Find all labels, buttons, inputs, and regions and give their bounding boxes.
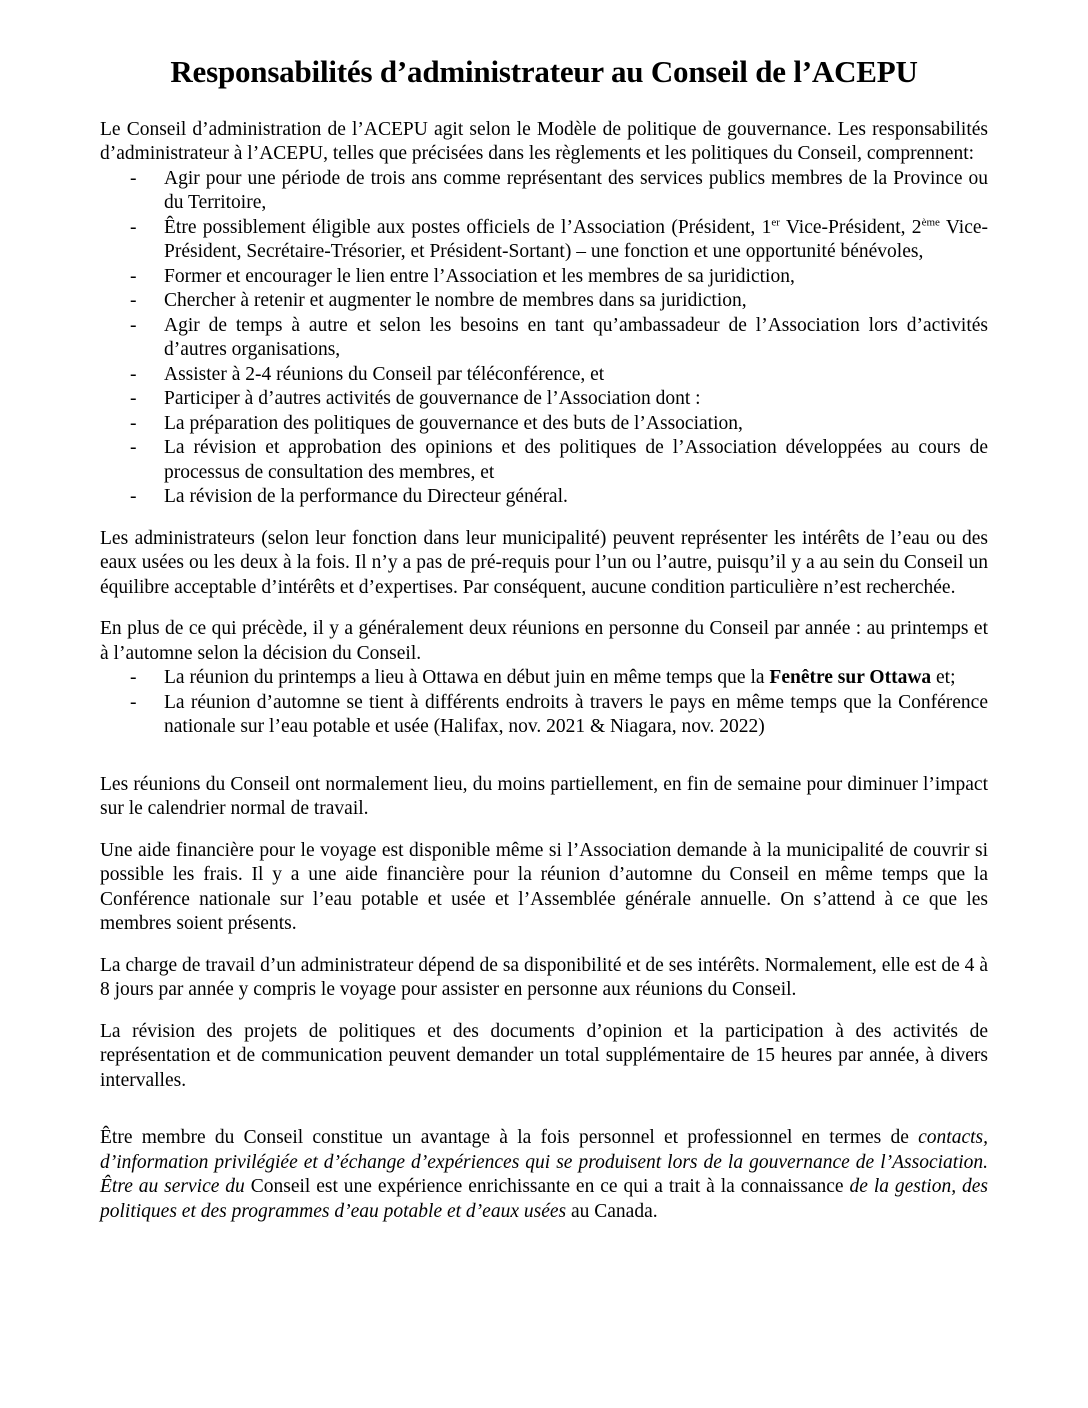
closing-text: Conseil est une expérience enrichissante en ce qui a trait à la connaissance <box>244 1176 850 1198</box>
bold-text: Fenêtre sur Ottawa <box>769 667 932 689</box>
italic-text: de la gestion, des politiques et des programmes d’eau potable et d’eaux usées <box>100 1176 989 1222</box>
list-item-text: Chercher à retenir et augmenter le nombre de membres dans sa juridiction, <box>164 290 747 312</box>
dash-bullet: - <box>130 691 137 713</box>
list-item <box>100 314 988 363</box>
interests-paragraph: Les administrateurs (selon leur fonction dans leur municipalité) peuvent représenter les intérêts de l’eau ou des eaux usées ou les deux à la fois. Il n’y a pas de pré-requis pour l’un ou l’autre, puisqu’il y a au sein du Conseil un équilibre acceptable d’intérêts et d’expertises. Par conséquent, aucune condition particulière n’est recherchée. <box>100 527 988 598</box>
dash-bullet: - <box>130 363 137 385</box>
intro-paragraph: Le Conseil d’administration de l’ACEPU agit selon le Modèle de politique de gouvernance. Les responsabilités d’administrateur à l’ACEPU, telles que précisées dans les règlements et les politiques du Conseil, comprennent: <box>100 118 988 165</box>
list-item <box>100 167 988 216</box>
list-item <box>100 216 988 265</box>
closing-paragraph <box>100 1126 988 1224</box>
dash-bullet: - <box>130 486 137 508</box>
list-item <box>100 289 988 314</box>
list-item-text: Agir pour une période de trois ans comme représentant des services publics membres de la Province ou du Territoire, <box>164 167 988 214</box>
list-item <box>100 485 988 510</box>
list-item <box>100 436 988 485</box>
dash-bullet: - <box>130 314 137 336</box>
list-item <box>100 412 988 437</box>
superscript: ème <box>921 216 940 229</box>
dash-bullet: - <box>130 667 137 689</box>
list-item-text: Participer à d’autres activités de gouvernance de l’Association dont : <box>164 388 701 410</box>
list-item <box>100 265 988 290</box>
review-paragraph: La révision des projets de politiques et des documents d’opinion et la participation à des activités de représentation et de communication peuvent demander un total supplémentaire de 15 heures par année, à divers intervalles. <box>100 1020 988 1091</box>
list-item-text: Vice- Président, Secrétaire-Trésorier, et Président-Sortant) – une fonction et une opportunité bénévoles, <box>164 216 989 263</box>
closing-text: au Canada. <box>566 1200 658 1222</box>
weekend-paragraph: Les réunions du Conseil ont normalement lieu, du moins partiellement, en fin de semaine pour diminuer l’impact sur le calendrier normal de travail. <box>100 773 988 820</box>
list-item-text: Assister à 2-4 réunions du Conseil par téléconférence, et <box>164 363 605 385</box>
dash-bullet: - <box>130 437 137 459</box>
list-item-text: Vice-Président, 2 <box>779 216 922 238</box>
dash-bullet: - <box>130 265 137 287</box>
dash-bullet: - <box>130 290 137 312</box>
list-item <box>100 387 988 412</box>
list-item-text: Former et encourager le lien entre l’Association et les membres de sa juridiction, <box>164 265 795 287</box>
list-item <box>100 691 988 740</box>
closing-text: Être membre du Conseil constitue un avantage à la fois personnel et professionnel en termes de <box>100 1127 919 1149</box>
superscript: er <box>771 216 780 229</box>
list-item-text: et; <box>931 667 956 689</box>
list-item-text: La réunion d’automne se tient à différents endroits à travers le pays en même temps que la Conférence nationale sur l’eau potable et usée (Halifax, nov. 2021 & Niagara, nov. 2022) <box>164 691 988 738</box>
list-item-text: La révision de la performance du Directeur général. <box>164 486 568 508</box>
meetings-list <box>100 666 988 740</box>
meetings-paragraph: En plus de ce qui précède, il y a généralement deux réunions en personne du Conseil par année : au printemps et à l’automne selon la décision du Conseil. <box>100 618 988 664</box>
list-item-text: Agir de temps à autre et selon les besoins en tant qu’ambassadeur de l’Association lors d’activités d’autres organisations, <box>164 314 988 361</box>
dash-bullet: - <box>130 412 137 434</box>
list-item <box>100 666 988 691</box>
page-title: Responsabilités d’administrateur au Conseil de l’ACEPU <box>170 54 918 89</box>
workload-paragraph: La charge de travail d’un administrateur dépend de sa disponibilité et de ses intérêts. Normalement, elle est de 4 à 8 jours par année y compris le voyage pour assister en personne aux réunions du Conseil. <box>100 954 988 1001</box>
responsibilities-list <box>100 167 988 510</box>
list-item <box>100 363 988 388</box>
list-item-text: La révision et approbation des opinions et des politiques de l’Association développées au cours de processus de consultation des membres, et <box>164 437 988 483</box>
dash-bullet: - <box>130 216 137 238</box>
document-page <box>100 54 988 1224</box>
list-item-text: Être possiblement éligible aux postes officiels de l’Association (Président, 1 <box>164 216 772 238</box>
italic-text: contacts, d’information privilégiée et d’échange d’expériences qui se produisent lors de la gouvernance de l’Association. Être au service du <box>100 1127 988 1198</box>
list-item-text: La réunion du printemps a lieu à Ottawa en début juin en même temps que la <box>164 667 770 689</box>
dash-bullet: - <box>130 167 137 189</box>
dash-bullet: - <box>130 388 137 410</box>
list-item-text: La préparation des politiques de gouvernance et des buts de l’Association, <box>164 412 743 434</box>
financial-paragraph: Une aide financière pour le voyage est disponible même si l’Association demande à la municipalité de couvrir si possible les frais. Il y a une aide financière pour la réunion d’automne du Conseil en même temps que la Conférence nationale sur l’eau potable et usée et l’Assemblée générale annuelle. On s’attend à ce que les membres soient présents. <box>100 839 988 935</box>
